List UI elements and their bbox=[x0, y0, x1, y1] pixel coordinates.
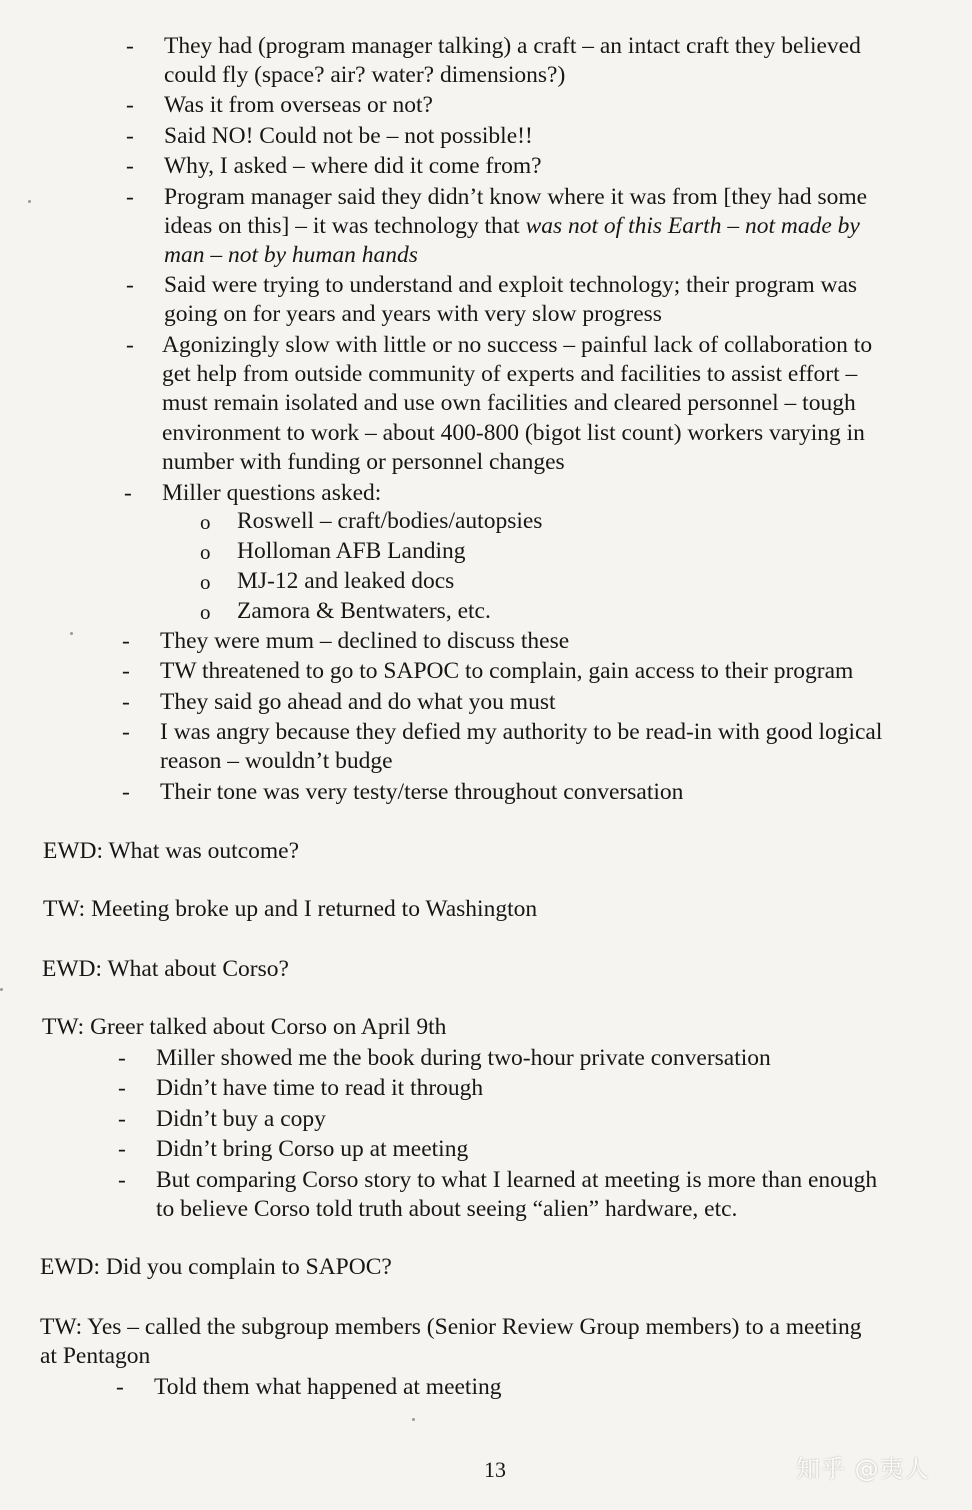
bullet-text: Told them what happened at meeting bbox=[154, 1374, 502, 1400]
bullet-marker: - bbox=[122, 658, 130, 684]
bullet-marker: - bbox=[122, 628, 130, 654]
scan-speck bbox=[412, 1418, 415, 1421]
bullet-text: They were mum – declined to discuss these bbox=[160, 628, 570, 654]
sub-bullet-marker: o bbox=[200, 540, 211, 564]
bullet-marker: - bbox=[118, 1045, 126, 1071]
sub-bullet-text: Roswell – craft/bodies/autopsies bbox=[237, 508, 543, 534]
bullet-text: environment to work – about 400-800 (bigot list count) workers varying in bbox=[162, 420, 865, 446]
bullet-text: Miller questions asked: bbox=[162, 480, 382, 506]
bullet-text: Said were trying to understand and exploit technology; their program was bbox=[164, 272, 858, 298]
bullet-marker: - bbox=[126, 33, 134, 59]
bullet-marker: - bbox=[126, 184, 134, 210]
bullet-text: But comparing Corso story to what I learned at meeting is more than enough bbox=[156, 1167, 878, 1193]
bullet-text: number with funding or personnel changes bbox=[162, 449, 565, 475]
bullet-marker: - bbox=[118, 1106, 126, 1132]
sub-bullet-text: Zamora & Bentwaters, etc. bbox=[237, 598, 491, 624]
bullet-text bbox=[164, 211, 860, 241]
bullet-text: to believe Corso told truth about seeing “alien” hardware, etc. bbox=[156, 1196, 738, 1222]
bullet-marker: - bbox=[126, 332, 134, 358]
bullet-text: Their tone was very testy/terse throughout conversation bbox=[160, 779, 684, 805]
bullet-marker: - bbox=[126, 153, 134, 179]
watermark: 知乎 @夷人 bbox=[796, 1455, 930, 1483]
bullet-text: Program manager said they didn’t know where it was from [they had some bbox=[164, 184, 868, 210]
bullet-marker: - bbox=[122, 689, 130, 715]
bullet-text-italic: was not of this Earth – not made by bbox=[525, 213, 860, 239]
bullet-marker: - bbox=[124, 480, 132, 506]
dialogue-line: at Pentagon bbox=[40, 1343, 151, 1369]
bullet-marker: - bbox=[118, 1136, 126, 1162]
scan-speck bbox=[70, 632, 73, 635]
page-number: 13 bbox=[484, 1457, 506, 1482]
bullet-marker: - bbox=[118, 1075, 126, 1101]
bullet-text: reason – wouldn’t budge bbox=[160, 748, 393, 774]
dialogue-line: TW: Yes – called the subgroup members (Senior Review Group members) to a meeting bbox=[40, 1314, 862, 1340]
bullet-text: could fly (space? air? water? dimensions?) bbox=[164, 62, 566, 88]
bullet-text: TW threatened to go to SAPOC to complain, gain access to their program bbox=[160, 658, 854, 684]
bullet-text: I was angry because they defied my authority to be read-in with good logical bbox=[160, 719, 883, 745]
dialogue-line: TW: Meeting broke up and I returned to Washington bbox=[43, 896, 538, 922]
bullet-text-plain: ideas on this] – it was technology that bbox=[164, 213, 526, 239]
bullet-text: Miller showed me the book during two-hour private conversation bbox=[156, 1045, 771, 1071]
bullet-text: must remain isolated and use own facilities and cleared personnel – tough bbox=[162, 390, 856, 416]
bullet-marker: - bbox=[126, 123, 134, 149]
scan-speck bbox=[0, 988, 3, 991]
bullet-text: Didn’t have time to read it through bbox=[156, 1075, 484, 1101]
dialogue-line: EWD: What about Corso? bbox=[42, 956, 289, 982]
sub-bullet-marker: o bbox=[200, 600, 211, 624]
sub-bullet-marker: o bbox=[200, 510, 211, 534]
sub-bullet-marker: o bbox=[200, 570, 211, 594]
bullet-text: going on for years and years with very slow progress bbox=[164, 301, 662, 327]
bullet-marker: - bbox=[126, 92, 134, 118]
bullet-text: Agonizingly slow with little or no success – painful lack of collaboration to bbox=[162, 332, 873, 358]
scan-speck bbox=[28, 200, 31, 203]
bullet-text: Why, I asked – where did it come from? bbox=[164, 153, 542, 179]
dialogue-line: EWD: Did you complain to SAPOC? bbox=[40, 1254, 392, 1280]
bullet-text: Didn’t bring Corso up at meeting bbox=[156, 1136, 469, 1162]
bullet-text-italic: man – not by human hands bbox=[164, 242, 418, 268]
sub-bullet-text: Holloman AFB Landing bbox=[237, 538, 466, 564]
bullet-text: They had (program manager talking) a craft – an intact craft they believed bbox=[164, 33, 861, 59]
bullet-text: Didn’t buy a copy bbox=[156, 1106, 326, 1132]
bullet-text: Was it from overseas or not? bbox=[164, 92, 433, 118]
sub-bullet-text: MJ-12 and leaked docs bbox=[237, 568, 455, 594]
bullet-text: They said go ahead and do what you must bbox=[160, 689, 556, 715]
bullet-marker: - bbox=[122, 719, 130, 745]
dialogue-line: TW: Greer talked about Corso on April 9th bbox=[42, 1014, 447, 1040]
bullet-marker: - bbox=[122, 779, 130, 805]
bullet-marker: - bbox=[116, 1374, 124, 1400]
dialogue-line: EWD: What was outcome? bbox=[43, 838, 300, 864]
bullet-text: Said NO! Could not be – not possible!! bbox=[164, 123, 533, 149]
bullet-marker: - bbox=[118, 1167, 126, 1193]
bullet-marker: - bbox=[126, 272, 134, 298]
bullet-text: get help from outside community of experts and facilities to assist effort – bbox=[162, 361, 858, 387]
